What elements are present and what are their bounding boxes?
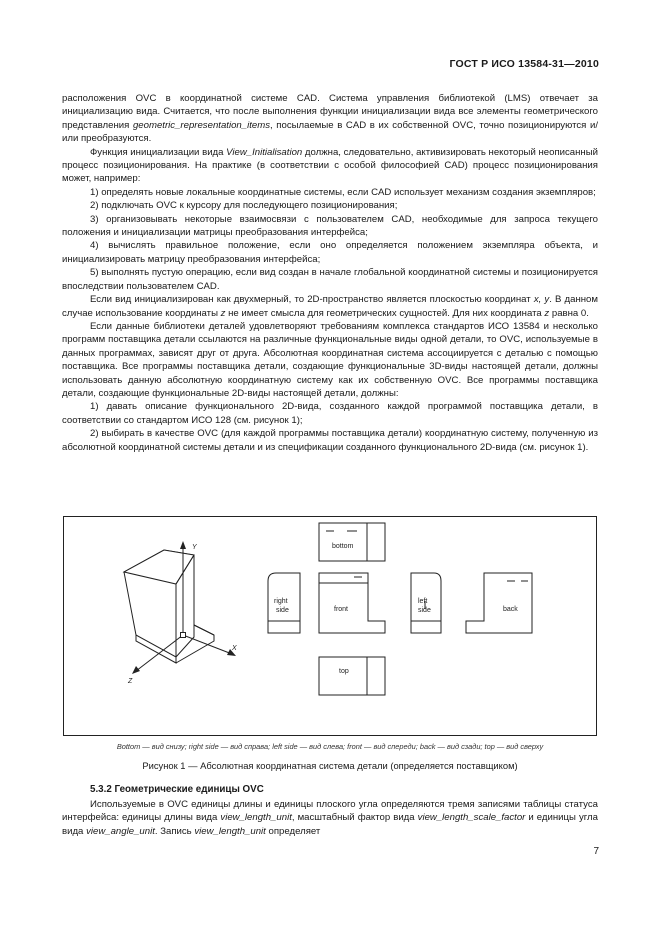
list-item: 5) выполнять пустую операцию, если вид создан в начале глобальной координатной системы и позиционируется впоследствии пользователем CAD. (62, 267, 598, 292)
document-id: ГОСТ Р ИСО 13584-31—2010 (449, 58, 599, 70)
figure-1 (63, 516, 597, 736)
bottom-label: bottom (332, 543, 354, 550)
figure-caption: Рисунок 1 — Абсолютная координатная система детали (определяется поставщиком) (142, 760, 518, 771)
bottom-view (319, 523, 385, 561)
arrow-y-icon (180, 541, 186, 549)
list-item: 3) организовывать некоторые взаимосвязи с пользователем CAD, необходимые для запроса текущего положения и инициализации матрицы преобразования интерфейса; (62, 213, 598, 239)
top-view (319, 657, 385, 695)
left-label-2: side (418, 607, 431, 614)
axis-x-label: X (232, 645, 237, 652)
axis-z-label: Z (128, 678, 133, 685)
front-view (319, 573, 385, 633)
arrow-z-icon (132, 666, 140, 674)
list-item: 2) выбирать в качестве OVC (для каждой программы поставщика детали) координатную систему, полученную из абсолютной координатной системы детали и из спецификации созданного функционального 2D-вида (см. рисунок 1). (62, 428, 598, 453)
paragraph: Используемые в OVC единицы длины и единицы плоского угла определяются тремя записями таблицы статуса интерфейса: единицы длины вида view_length_unit, масштабный фактор вида view_length_scale_factor и единицы угла вида view_angle_unit. Запись view_length_unit определяет (62, 799, 598, 837)
list-item: 1) определять новые локальные координатные системы, если CAD использует механизм создания экземпляров; (90, 186, 596, 198)
back-label: back (503, 606, 518, 613)
list-item: 4) вычислять правильное положение, если оно определяется положением экземпляра объекта, и инициализировать матрицу преобразования интерфейса; (62, 240, 598, 265)
figure-drawing (64, 517, 598, 737)
right-label-1: right (274, 598, 288, 605)
left-label-1: left (418, 598, 428, 605)
section-text (62, 798, 598, 838)
top-label: top (339, 668, 349, 675)
front-label: front (334, 606, 349, 613)
paragraph: Если данные библиотеки деталей удовлетворяют требованиям комплекса стандартов ИСО 13584 и несколько программ поставщика детали ссылаются на различные функциональные виды одной детали, то OVC, используемые в данных программах, зависят друг от друга. Абсолютная координатная система ассоциируется с деталью с помощью поставщика. Все программы поставщика детали, создающие функциональные 3D-виды настоящей детали, должны использовать данную абсолютную координатную систему как их собственную OVC. Все программы поставщика детали, создающие функциональные 2D-виды настоящей детали, должны: (62, 320, 598, 399)
list-item: 1) давать описание функционального 2D-вида, созданного каждой программой поставщика детали, в соответствии со стандартом ИСО 128 (см. рисунок 1); (62, 401, 598, 426)
back-view (466, 573, 532, 633)
paragraph: расположения OVC в координатной системе CAD. Система управления библиотекой (LMS) отвечает за инициализацию вида. Считается, что после выполнения функции инициализации вида все элементы геометрического представления geometric_representation_items, посылаемые в CAD в их собственной OVC, точно позиционируются и/или преобразуются. (62, 93, 599, 145)
paragraph: Функция инициализации вида View_Initialisation должна, следовательно, активизировать некоторый неописанный процесс позиционирования. На практике (в соответствии с особой философией CAD) процесс позиционирования может, например: (62, 146, 598, 185)
right-label-2: side (276, 607, 289, 614)
section-title: 5.3.2 Геометрические единицы OVC (90, 784, 264, 795)
paragraph: Если вид инициализирован как двухмерный, то 2D-пространство является плоскостью координат x, y. В данном случае использование координаты z не имеет смысла для геометрических сущностей. Для них координата z равна 0. (62, 294, 598, 319)
page-number: 7 (593, 846, 599, 857)
axis-y-label: Y (192, 544, 197, 551)
figure-legend: Bottom — вид снизу; right side — вид справа; left side — вид слева; front — вид спереди; back — вид сзади; top — вид сверху (116, 742, 544, 751)
body-text (62, 92, 598, 454)
list-item: 2) подключать OVC к курсору для последующего позиционирования; (90, 200, 398, 212)
